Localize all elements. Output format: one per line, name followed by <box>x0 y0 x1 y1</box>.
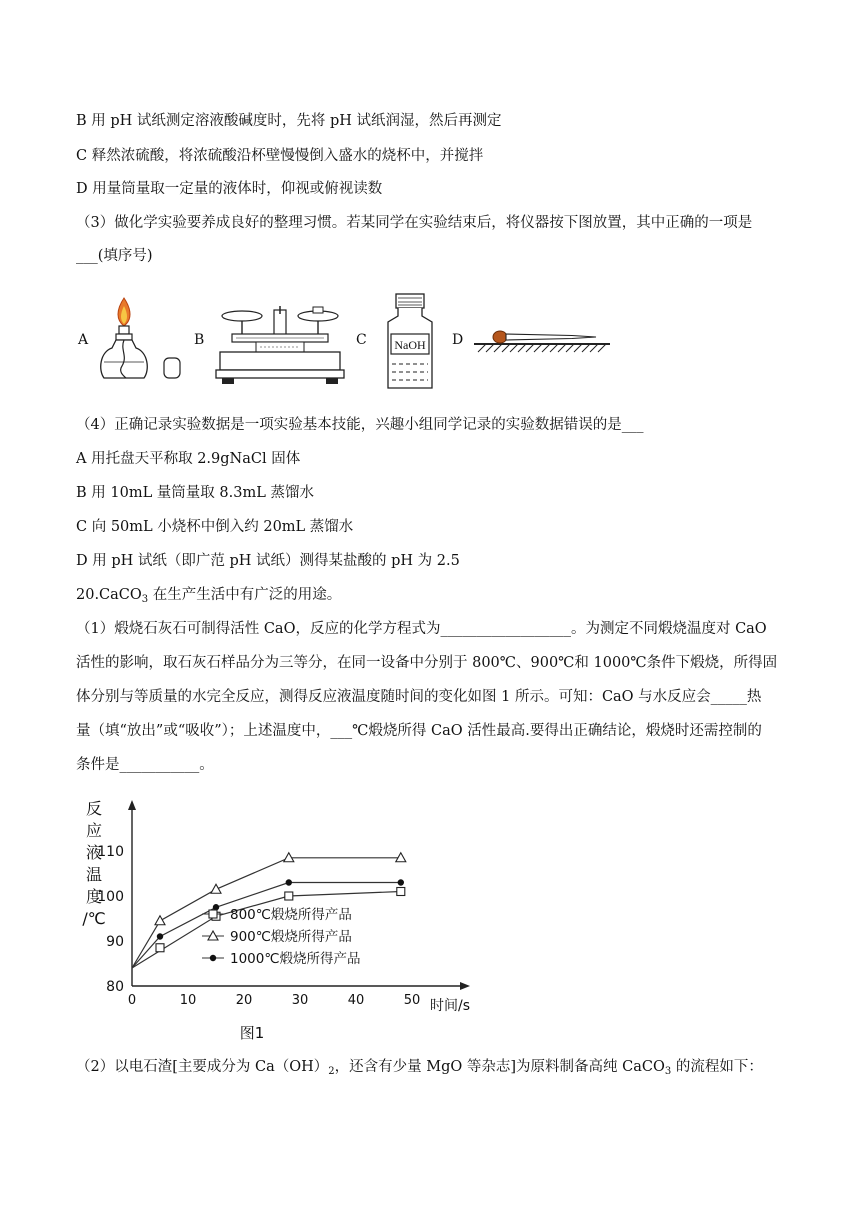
bottle-label: NaOH <box>394 338 426 352</box>
y-tick-label: 100 <box>97 889 124 905</box>
q4-option-d: D 用 pH 试纸（即广范 pH 试纸）测得某盐酸的 pH 为 2.5 <box>76 553 460 569</box>
x-axis-arrow <box>460 982 470 990</box>
part-2-middle: ，还含有少量 MgO 等杂志]为原料制备高纯 CaCO <box>334 1059 665 1075</box>
data-point-triangle <box>155 916 165 925</box>
legend-marker-square <box>209 910 217 918</box>
x-axis-label: 时间/s <box>429 998 471 1014</box>
data-point-dot <box>398 879 404 885</box>
question-3-line-2: ___(填序号) <box>76 248 153 264</box>
y-axis-label-char: 应 <box>85 821 103 840</box>
figure-1-chart <box>82 796 471 1046</box>
x-tick-label: 0 <box>127 993 137 1008</box>
part-1-line-2: 活性的影响，取石灰石样品分为三等分，在同一设备中分别于 800℃、900℃和 1000℃条件下煅烧，所得固 <box>76 655 778 671</box>
data-point-dot <box>286 879 292 885</box>
x-tick-label: 30 <box>291 993 309 1008</box>
balance-scale-icon <box>216 304 346 390</box>
data-point-triangle <box>211 884 221 893</box>
y-axis-label-char: 反 <box>85 799 103 818</box>
part-1-line-1: （1）煅烧石灰石可制得活性 CaO，反应的化学方程式为__________________。为测定不同煅烧温度对 CaO <box>76 621 767 637</box>
q4-option-b: B 用 10mL 量筒量取 8.3mL 蒸馏水 <box>76 485 314 501</box>
part-2-line <box>76 1057 763 1077</box>
question-20-title <box>76 585 341 605</box>
option-b-ph-paper: B 用 pH 试纸测定溶液酸碱度时，先将 pH 试纸润湿，然后再测定 <box>76 113 502 129</box>
legend-marker-dot <box>210 955 216 961</box>
y-axis-label-char: /℃ <box>82 909 106 928</box>
legend-label: 1000℃煅烧所得产品 <box>230 951 361 967</box>
q4-option-c: C 向 50mL 小烧杯中倒入约 20mL 蒸馏水 <box>76 519 354 535</box>
apparatus-label-c: C <box>356 332 367 348</box>
reagent-bottle-icon <box>382 292 438 390</box>
part-2-start: （2）以电石渣[主要成分为 Ca（OH） <box>76 1059 329 1075</box>
q20-title-start: 20.CaCO <box>76 587 142 603</box>
data-point-dot <box>157 933 163 939</box>
x-tick-label: 20 <box>235 993 253 1008</box>
y-tick-label: 110 <box>97 844 124 860</box>
data-point-square <box>397 888 405 896</box>
option-d-cylinder: D 用量筒量取一定量的液体时，仰视或俯视读数 <box>76 181 383 197</box>
question-4: （4）正确记录实验数据是一项实验基本技能，兴趣小组同学记录的实验数据错误的是___ <box>76 417 644 433</box>
figure-caption: 图1 <box>239 1024 265 1042</box>
q20-subscript: 3 <box>141 594 149 605</box>
data-point-square <box>285 892 293 900</box>
x-tick-label: 50 <box>403 993 421 1008</box>
apparatus-label-d: D <box>452 332 464 348</box>
apparatus-label-b: B <box>194 332 205 348</box>
y-tick-label: 80 <box>106 979 124 995</box>
y-axis-label-char: 温 <box>85 865 103 884</box>
y-axis-label-char: 液 <box>85 843 103 862</box>
q4-option-a: A 用托盘天平称取 2.9gNaCl 固体 <box>76 451 301 467</box>
alcohol-lamp-icon <box>94 290 184 390</box>
y-axis-arrow <box>128 800 136 810</box>
option-c-dilute-acid: C 释然浓硫酸，将浓硫酸沿杯壁慢慢倒入盛水的烧杯中，并搅拌 <box>76 148 484 164</box>
dropper-on-table-icon <box>472 326 612 354</box>
apparatus-label-a: A <box>78 332 89 348</box>
temperature-time-chart <box>82 796 471 1046</box>
data-point-square <box>156 944 164 952</box>
x-tick-label: 10 <box>179 993 197 1008</box>
x-tick-label: 40 <box>347 993 365 1008</box>
y-tick-label: 90 <box>106 934 124 950</box>
apparatus-figure <box>76 290 636 390</box>
y-axis-label-char: 度 <box>85 887 103 906</box>
question-3-line-1: （3）做化学实验要养成良好的整理习惯。若某同学在实验结束后，将仪器按下图放置，其中正确的一项是 <box>76 215 753 231</box>
part-2-end: 的流程如下： <box>671 1059 763 1075</box>
part-1-line-5: 条件是___________。 <box>76 757 214 773</box>
legend-label: 800℃煅烧所得产品 <box>230 907 352 923</box>
legend-label: 900℃煅烧所得产品 <box>230 929 352 945</box>
q20-title-end: 在生产生活中有广泛的用途。 <box>148 587 342 603</box>
part-1-line-3: 体分别与等质量的水完全反应，测得反应液温度随时间的变化如图 1 所示。可知：CaO 与水反应会_____热 <box>76 689 762 705</box>
part-2-sub-1: 2 <box>328 1066 335 1077</box>
part-2-sub-2: 3 <box>664 1066 672 1077</box>
part-1-line-4: 量（填“放出”或“吸收”）；上述温度中，___℃煅烧所得 CaO 活性最高.要得出正确结论，煅烧时还需控制的 <box>76 723 762 739</box>
